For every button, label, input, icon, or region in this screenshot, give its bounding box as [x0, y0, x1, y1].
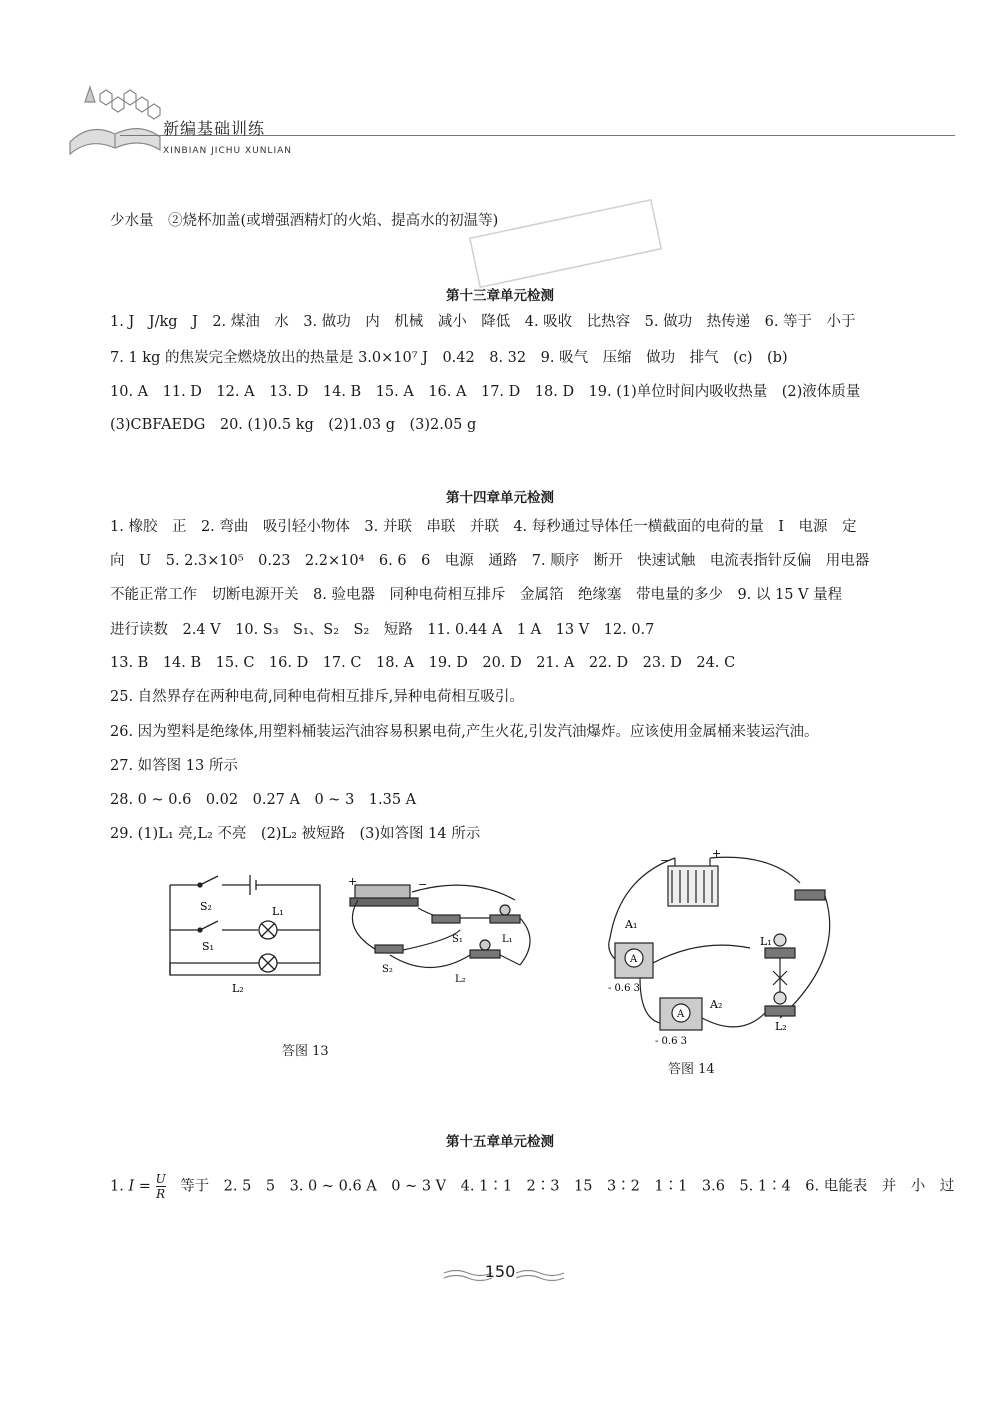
formula-u: U — [155, 1172, 166, 1186]
page-number: 150 — [484, 1262, 516, 1281]
answer-line: (3)CBFAEDG 20. (1)0.5 kg (2)1.03 g (3)2.05 g — [110, 417, 477, 433]
section-heading-ch15: 第十五章单元检测 — [446, 1134, 554, 1150]
label-minus-14: − — [660, 854, 670, 867]
circuit-pictorial-14 — [600, 848, 845, 1053]
answer-line: 13. B 14. B 15. C 16. D 17. C 18. A 19. D 20. D 21. A 22. D 23. D 24. C — [110, 655, 736, 671]
answer-line: 1. J J/kg J 2. 煤油 水 3. 做功 内 机械 减小 降低 4. 吸收 比热容 5. 做功 热传递 6. 等于 小于 — [110, 314, 856, 330]
answer-line: 29. (1)L₁ 亮,L₂ 不亮 (2)L₂ 被短路 (3)如答图 14 所示 — [110, 826, 481, 842]
scale-a2: - 0.6 3 — [655, 1036, 688, 1047]
book-title: 新编基础训练 — [163, 119, 266, 138]
ammeter-a1-label: A — [630, 954, 638, 965]
label-s1-pictorial: S₁ — [452, 934, 463, 945]
circuit-pictorial-13 — [340, 870, 540, 995]
book-logo-icon — [60, 82, 180, 162]
answer-line: 进行读数 2.4 V 10. S₃ S₁、S₂ S₂ 短路 11. 0.44 A 1 A 13 V 12. 0.7 — [110, 622, 655, 638]
scale-a1: - 0.6 3 — [608, 983, 641, 994]
answer-prefix: 1. — [110, 1178, 129, 1195]
answer-line: 26. 因为塑料是绝缘体,用塑料桶装运汽油容易积累电荷,产生火花,引发汽油爆炸。应该使用金属桶来装运汽油。 — [110, 724, 819, 740]
answer-line — [110, 1172, 954, 1201]
answer-line: 25. 自然界存在两种电荷,同种电荷相互排斥,异种电荷相互吸引。 — [110, 689, 524, 705]
answer-text: 等于 2. 5 5 3. 0 ~ 0.6 A 0 ~ 3 V 4. 1∶1 2∶3 15 3∶2 1∶1 3.6 5. 1∶4 6. 电能表 并 小 过 — [180, 1178, 955, 1195]
circuit-schematic-13 — [160, 870, 330, 1000]
label-l1-14: L₁ — [760, 935, 772, 948]
label-s2-pictorial: S₂ — [382, 964, 393, 975]
label-l2-14: L₂ — [775, 1020, 787, 1033]
answer-line: 27. 如答图 13 所示 — [110, 758, 238, 774]
right-wave-ornament — [514, 1268, 566, 1282]
answer-line: 少水量 ②烧杯加盖(或增强酒精灯的火焰、提高水的初温等) — [110, 213, 499, 229]
figure-caption-14: 答图 14 — [668, 1062, 715, 1077]
label-s1: S₁ — [202, 940, 214, 953]
label-a2: A₂ — [710, 998, 723, 1011]
label-l2-pictorial: L₂ — [455, 974, 466, 985]
answer-line: 10. A 11. D 12. A 13. D 14. B 15. A 16. A 17. D 18. D 19. (1)单位时间内吸收热量 (2)液体质量 — [110, 384, 861, 400]
page-header — [0, 0, 1000, 190]
label-plus-14: + — [712, 848, 722, 860]
formula: I = $\frac{U}{R}$ — [128, 1172, 166, 1201]
answer-line: 1. 橡胶 正 2. 弯曲 吸引轻小物体 3. 并联 串联 并联 4. 每秒通过导体任一横截面的电荷的量 I 电源 定 — [110, 519, 857, 535]
answer-line: 向 U 5. 2.3×10⁵ 0.23 2.2×10⁴ 6. 6 6 电源 通路 7. 顺序 断开 快速试触 电流表指针反偏 用电器 — [110, 553, 870, 569]
answer-line: 7. 1 kg 的焦炭完全燃烧放出的热量是 3.0×10⁷ J 0.42 8. 32 9. 吸气 压缩 做功 排气 (c) (b) — [110, 350, 788, 366]
book-subtitle: XINBIAN JICHU XUNLIAN — [163, 146, 292, 156]
label-s2: S₂ — [200, 900, 212, 913]
answer-line: 不能正常工作 切断电源开关 8. 验电器 同种电荷相互排斥 金属箔 绝缘塞 带电量的多少 9. 以 15 V 量程 — [110, 587, 843, 603]
figure-caption-13: 答图 13 — [282, 1044, 329, 1059]
label-l1-pictorial: L₁ — [502, 934, 513, 945]
label-minus: − — [418, 878, 428, 891]
section-heading-ch13: 第十三章单元检测 — [446, 288, 554, 304]
section-heading-ch14: 第十四章单元检测 — [446, 490, 554, 506]
label-l1: L₁ — [272, 905, 284, 918]
answer-line: 28. 0 ~ 0.6 0.02 0.27 A 0 ~ 3 1.35 A — [110, 792, 417, 808]
label-plus: + — [348, 875, 358, 888]
label-a1: A₁ — [625, 918, 638, 931]
ammeter-a2-label: A — [677, 1009, 685, 1020]
watermark-stamp — [463, 188, 673, 298]
label-l2: L₂ — [232, 982, 244, 995]
formula-r: R — [156, 1187, 166, 1201]
formula-i: I — [128, 1178, 135, 1195]
